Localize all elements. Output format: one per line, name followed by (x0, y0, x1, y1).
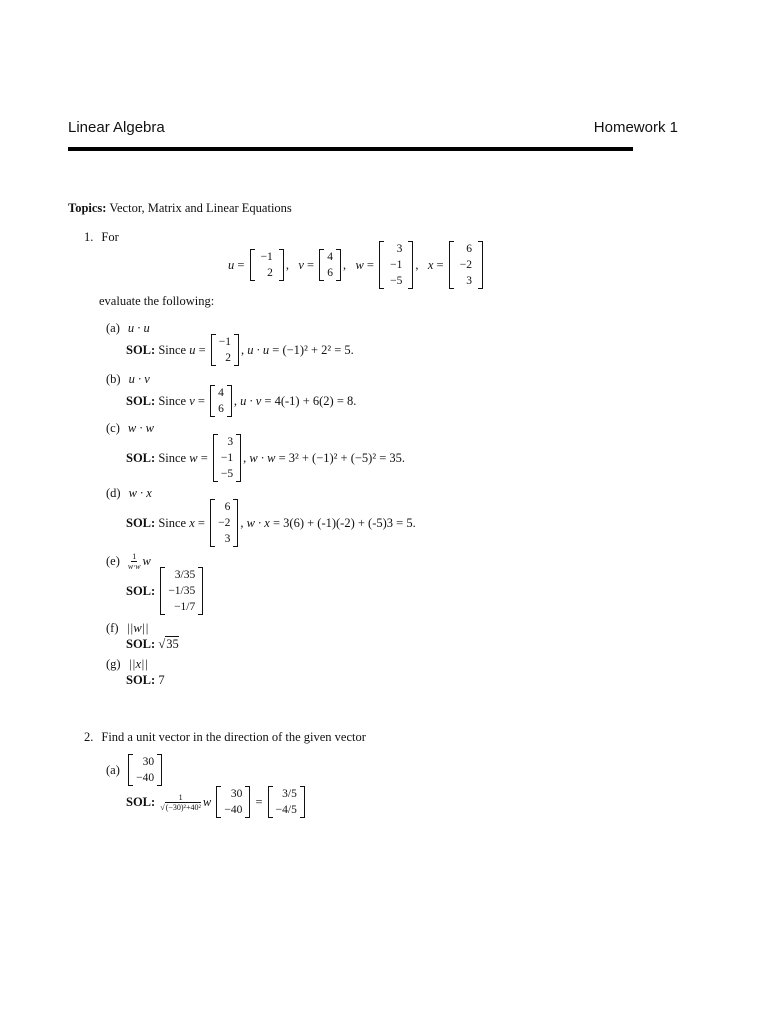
u-name: u (228, 257, 235, 272)
part-f-expr: ||w|| (126, 621, 149, 635)
u-entry: 2 (267, 267, 273, 279)
answer-entry: −4/5 (275, 804, 297, 816)
x-entry: −2 (459, 259, 472, 271)
part-e-answer-vector (160, 567, 203, 615)
v-vector (319, 249, 341, 281)
problem-1-intro: For (101, 230, 119, 244)
w-name: w (355, 257, 364, 272)
header-rule (68, 147, 633, 151)
vector-entry: −40 (136, 772, 155, 784)
problem-2-text: Find a unit vector in the direction of the given vector (101, 730, 366, 744)
vector-entry: 30 (142, 756, 155, 768)
course-title: Linear Algebra (68, 119, 165, 136)
answer-entry: −1/7 (174, 601, 196, 613)
u-vector (250, 249, 284, 281)
v-entry: 4 (327, 251, 333, 263)
x-name: x (427, 257, 434, 272)
w-entry: −1 (220, 452, 234, 464)
x-entry: 6 (466, 243, 472, 255)
part-b-solution: SOL: Since v = 4 6 , u · v = 4(-1) + 6(2) = 8. (126, 387, 357, 415)
part-f-label: (f) (106, 621, 119, 635)
x-name: x (189, 515, 195, 530)
problem-2-number: 2. (84, 730, 94, 744)
part-a-expr: u · u (127, 321, 150, 335)
part-d-label: (d) (106, 486, 121, 500)
vector-entry: 30 (230, 788, 243, 800)
part-b-expr: u · v (128, 372, 150, 386)
sol-label: SOL: (126, 450, 156, 465)
u-entry: −1 (218, 336, 232, 348)
v-vector (210, 385, 232, 417)
w-entry: 3 (396, 243, 403, 255)
v-name: v (189, 393, 195, 408)
fraction-numerator: 1 (178, 792, 183, 802)
part-d-solution: SOL: Since x = 6 −2 3 , w · x = 3(6) + (-1)(-2) + (-5)3 = 5. (126, 501, 416, 545)
x-entry: −2 (218, 517, 231, 529)
x-entry: 3 (466, 275, 472, 287)
u-entry: 2 (225, 352, 232, 364)
answer-entry: 3/5 (282, 788, 297, 800)
problem-1-number: 1. (84, 230, 94, 244)
part-c-expr: w · w (249, 450, 276, 465)
part-a-label: (a) (106, 321, 120, 335)
sqrt-icon: √ (158, 636, 166, 651)
fraction-denominator-text: (−30)²+40² (165, 802, 201, 812)
sol-label: SOL: (126, 515, 156, 530)
w-entry: −1 (390, 259, 403, 271)
problem-2a-var: w (202, 794, 212, 809)
x-entry: 3 (224, 533, 231, 545)
vector-entry: −40 (224, 804, 243, 816)
since-text: Since (158, 393, 187, 408)
problem-2a-question (106, 753, 164, 787)
v-name: v (298, 257, 304, 272)
w-entry: −5 (390, 275, 403, 287)
part-d-result: = 3(6) + (-1)(-2) + (-5)3 = 5. (272, 515, 416, 530)
part-e-var: w (142, 554, 151, 568)
part-e-label: (e) (106, 554, 120, 568)
part-a-result: = (−1)² + 2² = 5. (272, 342, 354, 357)
sol-label: SOL: (126, 636, 156, 651)
part-f-answer: 35 (166, 637, 179, 651)
v-entry: 6 (218, 403, 224, 415)
since-text: Since (158, 515, 187, 530)
part-e-solution (126, 566, 205, 616)
problem-2a-fraction (160, 793, 201, 812)
x-vector (449, 241, 483, 289)
part-d-expr: w · x (246, 515, 270, 530)
problem-2a-vector (216, 786, 250, 818)
sol-label: SOL: (126, 393, 156, 408)
part-b-label: (b) (106, 372, 121, 386)
sol-label: SOL: (126, 342, 156, 357)
page-header (68, 119, 678, 141)
u-vector (211, 334, 239, 366)
since-text: Since (158, 450, 187, 465)
problem-2a-answer-vector (268, 786, 305, 818)
u-name: u (189, 342, 196, 357)
part-d-expr: w · x (128, 486, 152, 500)
part-g-expr: ||x|| (128, 657, 148, 671)
w-vector (379, 241, 413, 289)
part-g-question (106, 657, 148, 672)
part-a-expr: u · u (247, 342, 270, 357)
part-g-label: (g) (106, 657, 121, 671)
since-text: Since (158, 342, 187, 357)
assignment-title: Homework 1 (593, 119, 678, 136)
w-entry: −5 (220, 468, 234, 480)
fraction-denominator: w·w (127, 562, 141, 571)
topics-label: Topics: (68, 201, 107, 215)
fraction-denominator: √(−30)²+40² (160, 802, 201, 812)
part-f-solution (126, 636, 179, 652)
v-entry: 4 (218, 387, 224, 399)
w-vector (213, 434, 241, 482)
part-f-question (106, 621, 149, 636)
part-c-solution: SOL: Since w = 3 −1 −5 , w · w = 3² + (−1)² + (−5)² = 35. (126, 436, 406, 480)
vector-definitions: u = −1 2 , v = 4 6 , w = 3 −1 −5 , x = 6 −2 3 (228, 240, 485, 290)
part-c-result: = 3² + (−1)² + (−5)² = 35. (278, 450, 406, 465)
sol-label: SOL: (126, 583, 156, 598)
answer-entry: −1/35 (168, 585, 196, 597)
v-entry: 6 (327, 267, 333, 279)
problem-2a-vector (128, 754, 162, 786)
part-c-label: (c) (106, 421, 120, 435)
topics-line (68, 201, 292, 216)
problem-2a-solution: SOL: $\frac{1}{\text{√(−30)²+40²}}$ w 30 −40 = 3/5 −4/5 (126, 785, 307, 819)
part-b-result: = 4(-1) + 6(2) = 8. (264, 393, 357, 408)
topics-text: Vector, Matrix and Linear Equations (109, 201, 292, 215)
problem-2-header (84, 730, 366, 745)
problem-1-instruction: evaluate the following: (99, 294, 215, 308)
answer-entry: 3/35 (174, 569, 196, 581)
fraction-numerator: 1 (132, 552, 137, 561)
part-a-solution: SOL: Since u = −1 2 , u · u = (−1)² + 2² = 5. (126, 336, 354, 364)
sol-label: SOL: (126, 794, 156, 809)
problem-1-header (84, 230, 119, 245)
part-b-expr: u · v (240, 393, 262, 408)
w-entry: 3 (227, 436, 234, 448)
part-g-answer: 7 (158, 673, 165, 687)
w-name: w (189, 450, 198, 465)
u-entry: −1 (260, 251, 273, 263)
problem-2a-label: (a) (106, 762, 120, 777)
sol-label: SOL: (126, 673, 156, 687)
x-entry: 6 (224, 501, 231, 513)
part-g-solution (126, 673, 165, 688)
x-vector (210, 499, 238, 547)
part-c-expr: w · w (127, 421, 154, 435)
